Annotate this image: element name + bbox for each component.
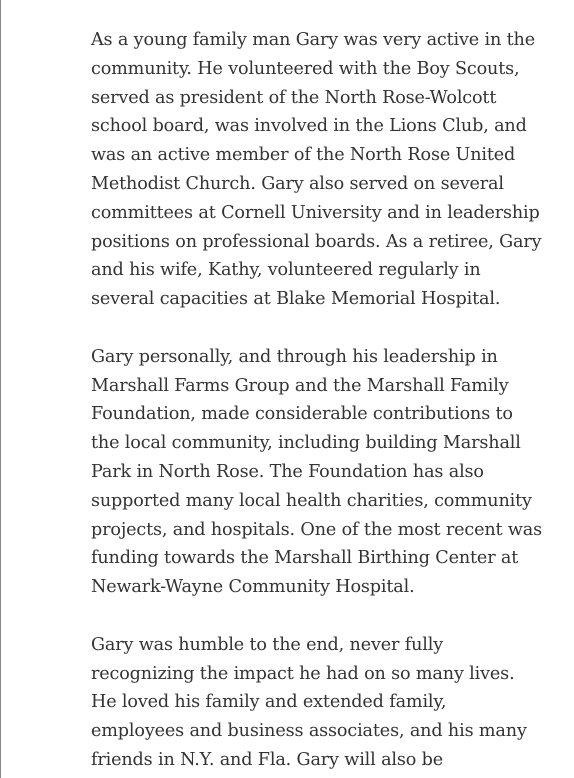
text-line: served as president of the North Rose-Wolcott: [91, 87, 497, 108]
text-line: Methodist Church. Gary also served on several: [91, 173, 504, 194]
text-line: funding towards the Marshall Birthing Center at: [91, 548, 519, 569]
text-line: He loved his family and extended family,: [91, 692, 447, 713]
text-line: was an active member of the North Rose United: [91, 145, 516, 166]
text-line: several capacities at Blake Memorial Hospital.: [91, 289, 501, 310]
text-line: employees and business associates, and his many: [91, 721, 527, 742]
text-line: the local community, including building Marshall: [91, 433, 521, 454]
text-line: school board, was involved in the Lions Club, and: [91, 116, 527, 137]
article-body: [91, 26, 543, 778]
text-line: recognizing the impact he had on so many lives.: [91, 663, 515, 684]
text-line: Marshall Farms Group and the Marshall Family: [91, 375, 509, 396]
text-line: positions on professional boards. As a retiree, Gary: [91, 231, 542, 252]
text-line: and his wife, Kathy, volunteered regularly in: [91, 260, 481, 281]
paragraph-community-service: [91, 26, 542, 314]
text-line: supported many local health charities, community: [91, 490, 532, 511]
text-line: As a young family man Gary was very active in the: [91, 30, 535, 50]
text-line: community. He volunteered with the Boy Scouts,: [91, 58, 520, 79]
paragraph-humble: [91, 631, 531, 775]
text-line: Foundation, made considerable contributions to: [91, 404, 513, 425]
text-line: Gary was humble to the end, never fully: [91, 634, 444, 655]
text-line: projects, and hospitals. One of the most recent was: [91, 519, 543, 540]
text-line: committees at Cornell University and in leadership: [91, 202, 540, 223]
text-line: Newark-Wayne Community Hospital.: [91, 577, 415, 598]
text-line: Gary personally, and through his leadership in: [91, 346, 498, 367]
text-line: friends in N.Y. and Fla. Gary will also be: [91, 749, 444, 770]
paragraph-contributions: [91, 343, 543, 602]
text-line: Park in North Rose. The Foundation has also: [91, 461, 484, 482]
